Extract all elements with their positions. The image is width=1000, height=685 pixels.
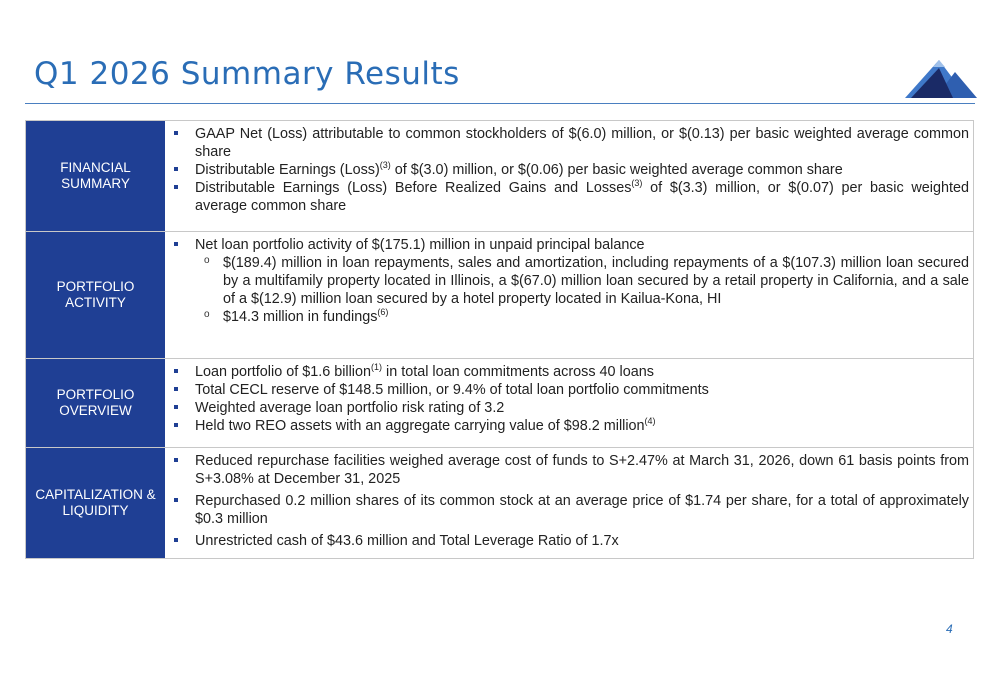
footnote-ref: (1) — [371, 362, 383, 372]
bullet-text: of $(3.3) million, or $(0.07) per basic weighted average common share — [195, 180, 969, 214]
row-financial-summary — [26, 121, 973, 231]
page-title: Q1 2026 Summary Results — [34, 56, 460, 92]
bullet-text: $14.3 million in fundings — [223, 309, 378, 325]
row-portfolio-activity — [26, 231, 973, 358]
list-item — [173, 236, 969, 254]
row-label-capitalization-liquidity — [26, 448, 165, 558]
list-item — [173, 492, 969, 528]
footnote-ref: (3) — [631, 178, 643, 188]
label-text: PORTFOLIO ACTIVITY — [56, 279, 135, 310]
footnote-ref: (6) — [377, 307, 389, 317]
footnote-ref: (3) — [379, 160, 391, 170]
bullet-text: Total CECL reserve of $148.5 million, or 9.4% of total loan portfolio commitments — [195, 382, 709, 398]
list-item — [173, 381, 969, 399]
bullet-text: in total loan commitments across 40 loans — [382, 364, 654, 380]
row-content-capitalization-liquidity — [165, 448, 973, 558]
row-content-portfolio-activity — [165, 232, 973, 358]
list-item — [173, 452, 969, 488]
bullet-text: Distributable Earnings (Loss) Before Realized Gains and Losses — [195, 180, 632, 196]
bullet-text: of $(3.0) million, or $(0.06) per basic weighted average common share — [390, 162, 843, 178]
bullet-text: Reduced repurchase facilities weighed average cost of funds to S+2.47% at March 31, 2026, down 61 basis points from S+3.08% at December 31, 2025 — [195, 453, 969, 487]
list-item — [173, 363, 969, 381]
row-capitalization-liquidity — [26, 447, 973, 558]
sub-list-item — [173, 308, 969, 326]
sub-list-item — [173, 254, 969, 308]
summary-table — [25, 120, 974, 559]
label-text: PORTFOLIO OVERVIEW — [56, 387, 135, 418]
list-item — [173, 417, 969, 435]
row-label-portfolio-overview — [26, 359, 165, 447]
bullet-text: $(189.4) million in loan repayments, sales and amortization, including repayments of a $(107.3) million loan secured by a multifamily property located in Illinois, a $(67.0) million loan secured by a retail property in California, and a sale of a $(12.9) million loan secured by a hotel property located in Kailua-Kona, HI — [223, 255, 969, 307]
bullet-text: Unrestricted cash of $43.6 million and Total Leverage Ratio of 1.7x — [195, 533, 619, 549]
list-item — [173, 532, 969, 550]
row-label-portfolio-activity — [26, 232, 165, 358]
bullet-text: Held two REO assets with an aggregate carrying value of $98.2 million — [195, 418, 645, 434]
list-item — [173, 179, 969, 215]
mountain-logo-icon — [905, 58, 977, 100]
row-label-financial-summary — [26, 121, 165, 231]
title-divider — [25, 103, 975, 104]
list-item — [173, 399, 969, 417]
row-portfolio-overview — [26, 358, 973, 447]
bullet-text: Repurchased 0.2 million shares of its common stock at an average price of $1.74 per share, for a total of approximately $0.3 million — [195, 493, 969, 527]
row-content-portfolio-overview — [165, 359, 973, 447]
bullet-text: Weighted average loan portfolio risk rating of 3.2 — [195, 400, 505, 416]
bullet-text: Distributable Earnings (Loss) — [195, 162, 380, 178]
bullet-text: GAAP Net (Loss) attributable to common stockholders of $(6.0) million, or $(0.13) per basic weighted average common share — [195, 126, 969, 160]
list-item — [173, 125, 969, 161]
page-number: 4 — [946, 622, 953, 636]
label-text: FINANCIAL SUMMARY — [60, 160, 131, 191]
row-content-financial-summary — [165, 121, 973, 231]
footnote-ref: (4) — [644, 416, 656, 426]
bullet-text: Loan portfolio of $1.6 billion — [195, 364, 372, 380]
list-item — [173, 161, 969, 179]
label-text: CAPITALIZATION & LIQUIDITY — [35, 487, 156, 518]
bullet-text: Net loan portfolio activity of $(175.1) million in unpaid principal balance — [195, 237, 645, 253]
